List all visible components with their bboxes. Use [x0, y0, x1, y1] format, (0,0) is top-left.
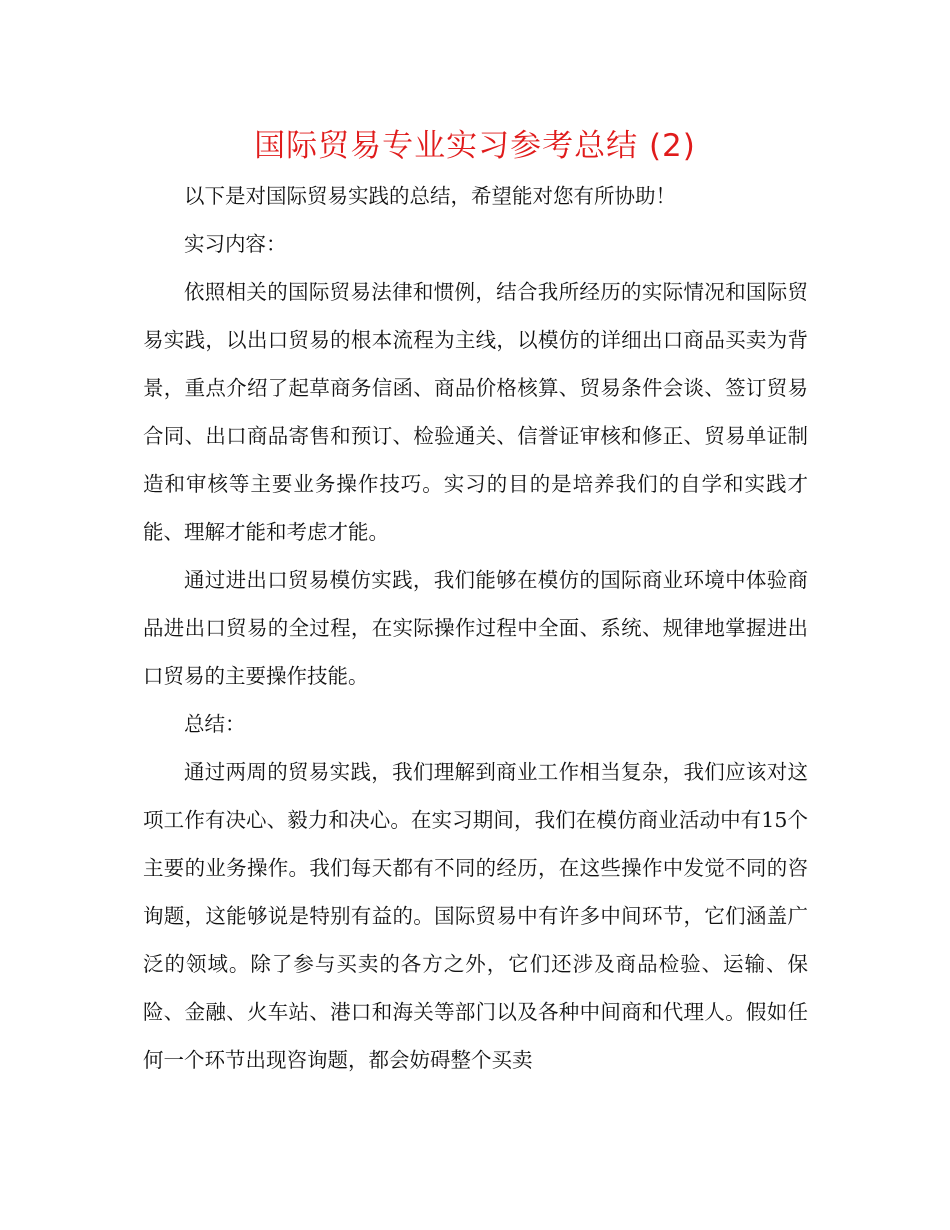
paragraph-summary-detail: 通过两周的贸易实践，我们理解到商业工作相当复杂，我们应该对这项工作有决心、毅力和决心。在实习期间，我们在模仿商业活动中有15个主要的业务操作。我们每天都有不同的经历，在这些操作中发觉不同的咨询题，这能够说是特别有益的。国际贸易中有许多中间环节，它们涵盖广泛的领域。除了参与买卖的各方之外，它们还涉及商品检验、运输、保险、金融、火车站、港口和海关等部门以及各种中间商和代理人。假如任何一个环节出现咨询题，都会妨碍整个买卖 — [143, 760, 808, 1072]
paragraph-heading-summary: 总结： — [184, 712, 246, 736]
paragraph-simulation: 通过进出口贸易模仿实践，我们能够在模仿的国际商业环境中体验商品进出口贸易的全过程，在实际操作过程中全面、系统、规律地掌握进出口贸易的主要操作技能。 — [143, 568, 808, 688]
document-title: 国际贸易专业实习参考总结 (2) — [254, 128, 696, 164]
document-body — [143, 172, 808, 1084]
paragraph-heading-content: 实习内容： — [184, 232, 287, 256]
paragraph-intro: 以下是对国际贸易实践的总结，希望能对您有所协助！ — [184, 184, 676, 208]
paragraph-content-detail: 依照相关的国际贸易法律和惯例，结合我所经历的实际情况和国际贸易实践，以出口贸易的根本流程为主线，以模仿的详细出口商品买卖为背景，重点介绍了起草商务信函、商品价格核算、贸易条件会谈、签订贸易合同、出口商品寄售和预订、检验通关、信誉证审核和修正、贸易单证制造和审核等主要业务操作技巧。实习的目的是培养我们的自学和实践才能、理解才能和考虑才能。 — [143, 280, 808, 544]
